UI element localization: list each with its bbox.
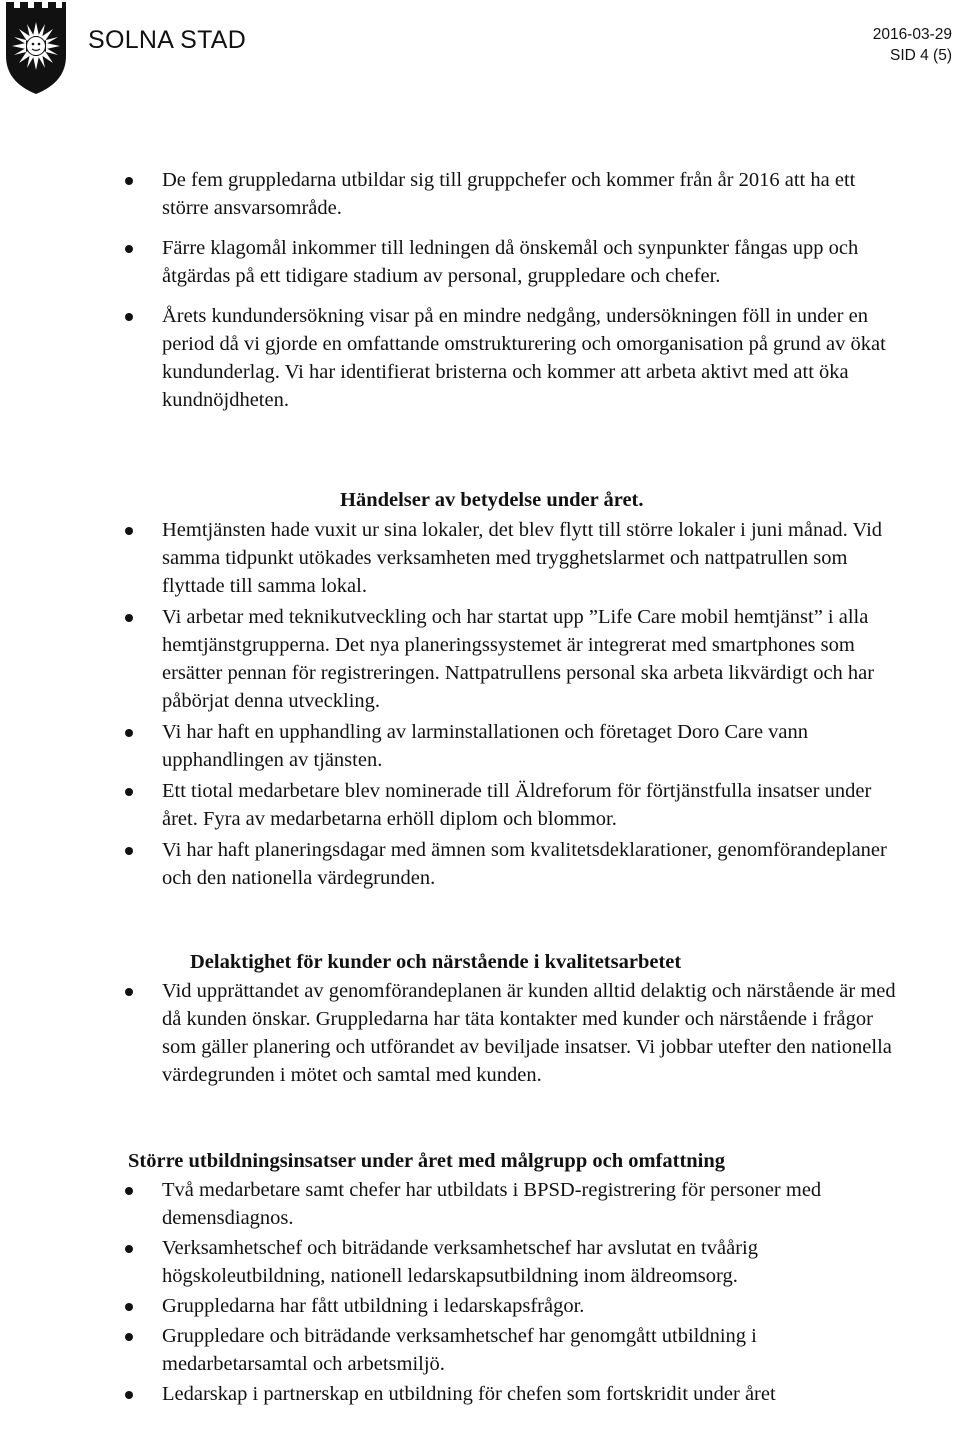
- bullet-icon: [125, 313, 133, 321]
- solna-coat-of-arms-logo: [4, 0, 68, 96]
- list-item: De fem gruppledarna utbildar sig till gruppchefer och kommer från år 2016 att ha ett större ansvarsområde.: [0, 166, 900, 222]
- bullet-icon: [125, 177, 133, 185]
- list-item: Vid upprättandet av genomförandeplanen är kunden alltid delaktig och närstående är med då kunden önskar. Gruppledarna har täta kontakter med kunder och närstående i frågor som gäller planering och utförandet av beviljade insatser. Vi jobbar utefter den nationella värdegrunden i mötet och samtal med kunden.: [0, 977, 900, 1089]
- list-item: Ett tiotal medarbetare blev nominerade till Äldreforum för förtjänstfulla insatser under året. Fyra av medarbetarna erhöll diplom och blommor.: [0, 777, 900, 833]
- bullet-icon: [125, 988, 133, 996]
- list-item: Vi har haft planeringsdagar med ämnen som kvalitetsdeklarationer, genomförandeplaner och den nationella värdegrunden.: [0, 836, 900, 892]
- page-number: SID 4 (5): [889, 47, 952, 64]
- list-item: Vi har haft en upphandling av larminstallationen och företaget Doro Care vann upphandlingen av tjänsten.: [0, 718, 900, 774]
- bullet-icon: [125, 1245, 133, 1253]
- bullet-icon: [125, 1303, 133, 1311]
- document-meta: [873, 24, 952, 66]
- bullet-icon: [125, 1333, 133, 1341]
- list-item: Vi arbetar med teknikutveckling och har startat upp ”Life Care mobil hemtjänst” i alla hemtjänstgrupperna. Det nya planeringssystemet är integrerat med smartphones som ersätter pennan för registreringen. Nattpatrullens personal ska arbeta likvärdigt och har påbörjat denna utveckling.: [0, 603, 900, 715]
- events-bullet-list: [0, 516, 900, 892]
- page-header: [0, 0, 960, 100]
- training-bullet-list: [0, 1176, 900, 1408]
- bullet-icon: [125, 729, 133, 737]
- events-heading: Händelser av betydelse under året.: [340, 489, 644, 511]
- bullet-icon: [125, 1187, 133, 1195]
- participation-bullet-list: [0, 977, 900, 1089]
- bullet-icon: [125, 788, 133, 796]
- list-item: Gruppledarna har fått utbildning i ledarskapsfrågor.: [0, 1292, 900, 1320]
- list-item: Ledarskap i partnerskap en utbildning för chefen som fortskridit under året: [0, 1380, 900, 1408]
- list-item: Verksamhetschef och biträdande verksamhetschef har avslutat en tvåårig högskoleutbildning, nationell ledarskapsutbildning inom äldreomsorg.: [0, 1234, 900, 1290]
- document-date: 2016-03-29: [872, 26, 952, 43]
- list-item: Årets kundundersökning visar på en mindre nedgång, undersökningen föll in under en period då vi gjorde en omfattande omstrukturering och omorganisation på grund av ökat kundunderlag. Vi har identifierat bristerna och kommer att arbeta aktivt med att öka kundnöjdheten.: [0, 302, 900, 414]
- list-item: Hemtjänsten hade vuxit ur sina lokaler, det blev flytt till större lokaler i juni månad. Vid samma tidpunkt utökades verksamheten med trygghetslarmet och nattpatrullen som flyttade till samma lokal.: [0, 516, 900, 600]
- organization-name: SOLNA STAD: [88, 26, 247, 54]
- bullet-icon: [125, 1391, 133, 1399]
- bullet-icon: [125, 527, 133, 535]
- intro-bullet-list: [0, 166, 900, 414]
- training-heading: Större utbildningsinsatser under året med målgrupp och omfattning: [128, 1150, 726, 1172]
- participation-heading: Delaktighet för kunder och närstående i kvalitetsarbetet: [190, 951, 682, 973]
- bullet-icon: [125, 245, 133, 253]
- bullet-icon: [125, 847, 133, 855]
- bullet-icon: [125, 614, 133, 622]
- list-item: Gruppledare och biträdande verksamhetschef har genomgått utbildning i medarbetarsamtal och arbetsmiljö.: [0, 1322, 900, 1378]
- list-item: Två medarbetare samt chefer har utbildats i BPSD-registrering för personer med demensdiagnos.: [0, 1176, 900, 1232]
- list-item: Färre klagomål inkommer till ledningen då önskemål och synpunkter fångas upp och åtgärdas på ett tidigare stadium av personal, gruppledare och chefer.: [0, 234, 900, 290]
